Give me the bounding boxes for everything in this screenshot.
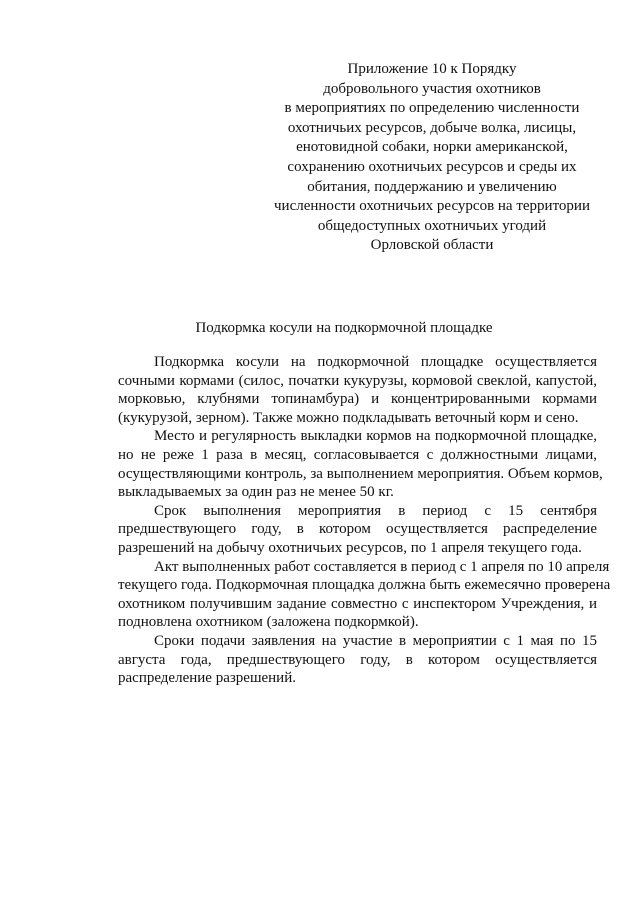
text-line: Срок выполнения мероприятия в период с 15 сентября xyxy=(154,502,597,519)
text-line: (кукурузой, зерном). Также можно подкладывать веточный корм и сено. xyxy=(118,409,579,426)
text-line: разрешений на добычу охотничьих ресурсов, по 1 апреля текущего года. xyxy=(118,539,582,556)
text-line: Сроки подачи заявления на участие в мероприятии с 1 мая по 15 xyxy=(154,632,597,649)
paragraph-placement xyxy=(118,427,603,501)
appendix-header xyxy=(262,60,602,256)
text-line: Акт выполненных работ составляется в период с 1 апреля по 10 апреля xyxy=(154,558,610,575)
appendix-line: добровольного участия охотников xyxy=(323,80,541,97)
appendix-line: Приложение 10 к Порядку xyxy=(347,61,517,77)
text-line: предшествующего году, в котором осуществляется распределение xyxy=(118,521,597,538)
text-line: подновлена охотником (заложена подкормкой). xyxy=(118,614,419,631)
text-line: но не реже 1 раза в месяц, согласовывается с должностными лицами, xyxy=(118,446,597,463)
paragraph-period xyxy=(118,502,597,558)
text-line: сочными кормами (силос, початки кукурузы, кормовой свеклой, капустой, xyxy=(118,372,597,389)
appendix-line: общедоступных охотничьих угодий xyxy=(317,217,547,234)
paragraph-application xyxy=(118,632,597,688)
paragraph-act xyxy=(118,558,611,632)
text-line: Подкормка косули на подкормочной площадке осуществляется xyxy=(154,354,597,370)
appendix-line: енотовидной собаки, норки американской, xyxy=(296,139,568,156)
text-line: августа года, предшествующего году, в котором осуществляется xyxy=(118,651,597,668)
text-line: выкладываемых за один раз не менее 50 кг. xyxy=(118,484,394,501)
appendix-line: численности охотничьих ресурсов на территории xyxy=(274,198,590,215)
appendix-line: охотничьих ресурсов, добыче волка, лисицы, xyxy=(287,119,577,136)
paragraph-feeding xyxy=(118,353,597,427)
text-line: Место и регулярность выкладки кормов на подкормочной площадке, xyxy=(154,428,597,445)
appendix-line: сохранению охотничьих ресурсов и среды их xyxy=(287,158,577,175)
text-line: осуществляющими контроль, за выполнением мероприятия. Объем кормов, xyxy=(118,465,603,482)
document-title: Подкормка косули на подкормочной площадке xyxy=(195,320,493,336)
text-line: морковью, клубнями топинамбура) и концентрированными кормами xyxy=(118,391,597,408)
text-line: текущего года. Подкормочная площадка должна быть ежемесячно проверена xyxy=(118,577,611,594)
document-body xyxy=(118,353,611,688)
appendix-line: Орловской области xyxy=(370,237,494,254)
text-line: охотником получившим задание совместно с инспектором Учреждения, и xyxy=(118,595,597,612)
appendix-line: обитания, поддержанию и увеличению xyxy=(307,178,557,195)
appendix-line: в мероприятиях по определению численности xyxy=(284,100,580,117)
text-line: распределение разрешений. xyxy=(118,670,296,687)
